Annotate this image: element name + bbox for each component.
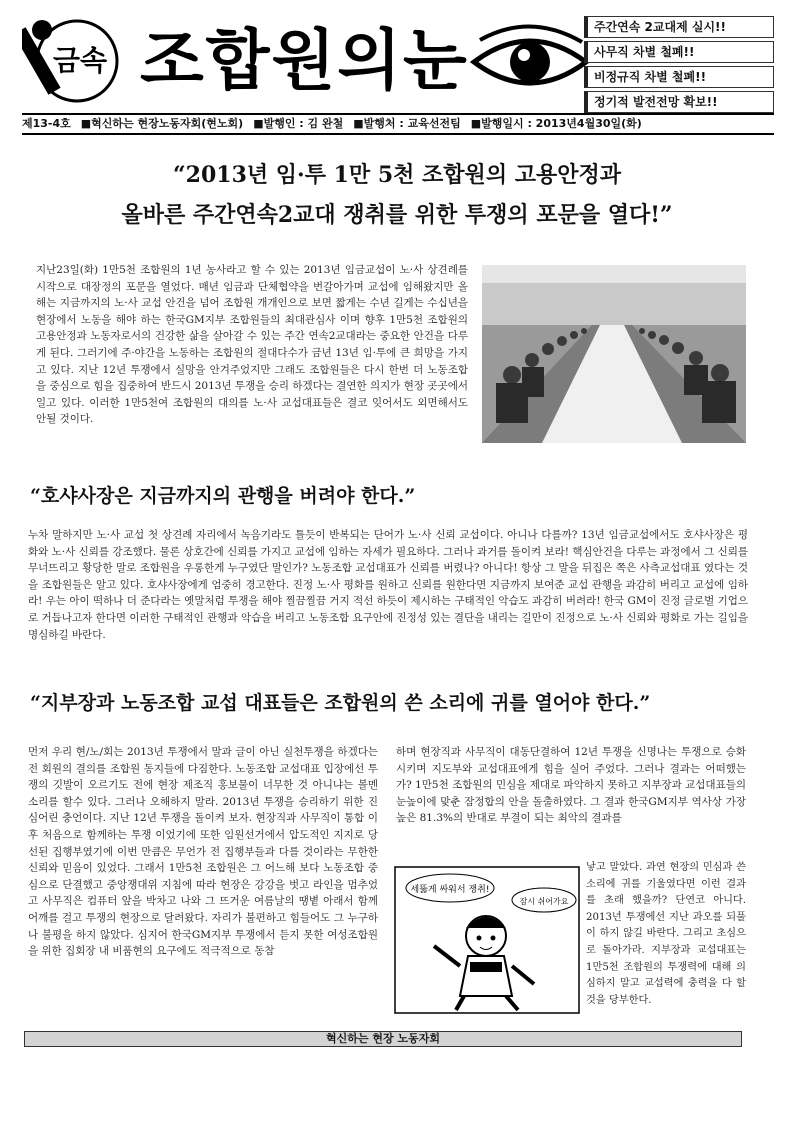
- slogan-item: 주간연속 2교대제 실시!!: [584, 16, 774, 38]
- footer-bar: 혁신하는 현장 노동자회: [24, 1031, 742, 1047]
- main-headline: [40, 155, 754, 235]
- meeting-photo: [482, 265, 746, 443]
- editor: ■발행처 : 교육선전팀: [353, 117, 461, 130]
- newspaper-title: 조합원의눈: [140, 22, 469, 99]
- organization-name: ■혁신하는 현장노동자회(현노회): [80, 117, 244, 130]
- cartoon-illustration: [394, 866, 580, 1014]
- union-logo-icon: [22, 16, 132, 106]
- issue-info-bar: [22, 113, 774, 135]
- logo-text: 금속: [52, 44, 108, 77]
- publish-date: ■발행일시 : 2013년4월30일(화): [470, 117, 642, 130]
- slogan-item: 정기적 발전전망 확보!!: [584, 91, 774, 113]
- masthead: [22, 14, 774, 110]
- intro-paragraph: 지난23일(화) 1만5천 조합원의 1년 농사라고 할 수 있는 2013년 임금교섭이 노·사 상견례를 시작으로 대장정의 포문을 열었다. 매년 임금과 단체협약을 번갈아가며 교섭에 임해왔지만 올해는 지금까지의 노·사 교섭 안건을 넘어 조합원 개개인으로 보면 짧게는 수년 길게는 수십년을 현장에서 노동을 해야 하는 한국GM지부 조합원들의 최대관심사 이며 향후 1만5천 조합원의 고용안정과 노동자로서의 건강한 삶을 살아갈 수 있는 주간 연속2교대라는 중요한 안건을 다루게 된다. 그러기에 주·야간을 노동하는 조합원의 절대다수가 금년 13년 임·투에 큰 희망을 가지고 있다. 지난 12년 투쟁에서 실망을 안겨주었지만 그래도 조합원들은 다시 한번 더 노동조합을 중심으로 힘을 집중하여 반드시 2013년 투쟁을 승리 하겠다는 결연한 의지가 현장 곳곳에서 일고 있다. 이러한 1만5천여 조합원의 대의를 노·사 교섭대표들은 결코 잊어서도 외면해서도 안될 것이다.: [36, 264, 468, 426]
- cartoon-speech-bubble-1: 세뚫게 싸워서 쟁취!: [410, 885, 490, 895]
- cartoon-speech-bubble-2: 잠시 쉬어가요: [519, 897, 569, 906]
- slogan-item: 비정규직 차별 철폐!!: [584, 66, 774, 88]
- section-1-paragraph: 누차 말하지만 노·사 교섭 첫 상견례 자리에서 녹음기라도 틀듯이 반복되는 단어가 노·사 신뢰 교섭이다. 아니나 다를까? 13년 임금교섭에서도 호샤사장은 평화와 노·사 신뢰를 강조했다. 물론 상호간에 신뢰를 가지고 교섭에 임하는 자세가 필요하다. 그러나 과거를 돌이켜 보라! 핵심안건을 다루는 과정에서 그 신뢰를 무너뜨리고 황당한 말로 조합원을 우롱한게 누구였단 말인가? 노동조합 교섭대표가 신뢰를 버렸나? 아니다! 항상 그 말을 뒤집은 쪽은 사측교섭대표 였다는 것을 조합원들은 알고 있다. 호샤사장에게 엄중히 경고한다. 진정 노·사 평화를 원하고 신뢰를 원한다면 지금까지 보여준 교섭 관행을 과감히 버리고 교섭에 임하라! 우는 아이 떡하나 더 준다라는 옛말처럼 투쟁을 해야 찔끔찔끔 거지 적선 하듯이 제시하는 구태적인 악습도 과감히 버려라! 한국 GM이 진정 글로벌 기업으로 거듭나고자 한다면 이러한 구태적인 관행과 악습을 버리고 노동조합 요구안에 진정성 있는 결단을 내리는 길만이 진정으로 노·사 신뢰와 평화로 가는 길임을 명심하길 바란다.: [28, 529, 748, 641]
- issue-number: 제13-4호: [22, 117, 71, 130]
- publisher: ■발행인 : 김 완철: [253, 117, 344, 130]
- eye-icon: [470, 22, 590, 102]
- section-2-left-column: 먼저 우리 현/노/회는 2013년 투쟁에서 말과 글이 아닌 실천투쟁을 하겠다는 전 회원의 결의를 조합원 동지들에 다짐한다. 노동조합 교섭대표 입장에선 투쟁의 깃발이 오르기도 전에 현장 제조직 홍보물이 너무한 것 아니냐는 볼멘 소리를 할수 있다. 그러나 오해하지 말라. 2013년 투쟁을 승리하기 위한 진심어린 충언이다. 지난 12년 투쟁을 돌이켜 보자. 현장직과 사무직이 통합 이후 처음으로 함께하는 투쟁 이었기에 또한 임원선거에서 압도적인 지지로 당선된 집행부였기에 이번 만큼은 무언가 전 집행부들과 다를 것이라는 무한한 신뢰와 믿음이 있었다. 그래서 1만5천 조합원은 그 어느해 보다 노동조합 중심으로 단결했고 중앙쟁대위 지침에 따라 현장은 강강을 벗고 라인을 멈추었고 사무직은 컴퓨터 앞을 박차고 나와 그 뜨거운 여름날의 땡볕 아래서 함께 어깨를 걸고 투쟁의 현장으로 달려왔다. 자리가 불편하고 힘들어도 그 누구하나 불평을 하지 않았다. 심지어 한국GM지부 투쟁에서 듣지 못한 여성조합원을 위한 집회장 내 비품현의 요구에도 적극적으로 동참: [28, 746, 378, 958]
- headline-line-1: “2013년 임·투 1만 5천 조합원의 고용안정과: [173, 162, 621, 188]
- section-2-right-column-top: 하며 현장직과 사무직이 대동단결하여 12년 투쟁을 신명나는 투쟁으로 승화시키며 지도부와 교섭대표에게 힘을 실어 주었다. 그러나 결과는 어떠했는가? 1만5천 조합원의 민심을 제대로 파악하지 못하고 지부장과 교섭대표들의 눈높이에 맞춘 잠정합의 안을 돌출하였다. 그 결과 한국GM지부 역사상 가장 높은 81.3%의 반대로 부결이 되는 최악의 결과를: [396, 746, 746, 825]
- headline-line-2: 올바른 주간연속2교대 쟁취를 위한 투쟁의 포문을 열다!”: [121, 202, 673, 228]
- section-2-heading: “지부장과 노동조합 교섭 대표들은 조합원의 쓴 소리에 귀를 열어야 한다.”: [30, 692, 651, 714]
- section-1-heading: “호샤사장은 지금까지의 관행을 버려야 한다.”: [30, 485, 416, 507]
- slogan-item: 사무직 차별 철폐!!: [584, 41, 774, 63]
- section-2-right-column-bottom: 낳고 말았다. 과연 현장의 민심과 쓴소리에 귀를 기울였다면 이런 결과를 초래 했을까? 단연코 아니다. 2013년 투쟁에선 지난 과오를 되풀이 하지 않길 바란다. 그리고 초심으로 돌아가라. 지부장과 교섭대표는 1만5천 조합원의 투쟁력에 대해 의심하지 말고 교섭력에 충력을 다 할것을 당부한다.: [586, 862, 746, 1006]
- slogan-list: [584, 16, 774, 116]
